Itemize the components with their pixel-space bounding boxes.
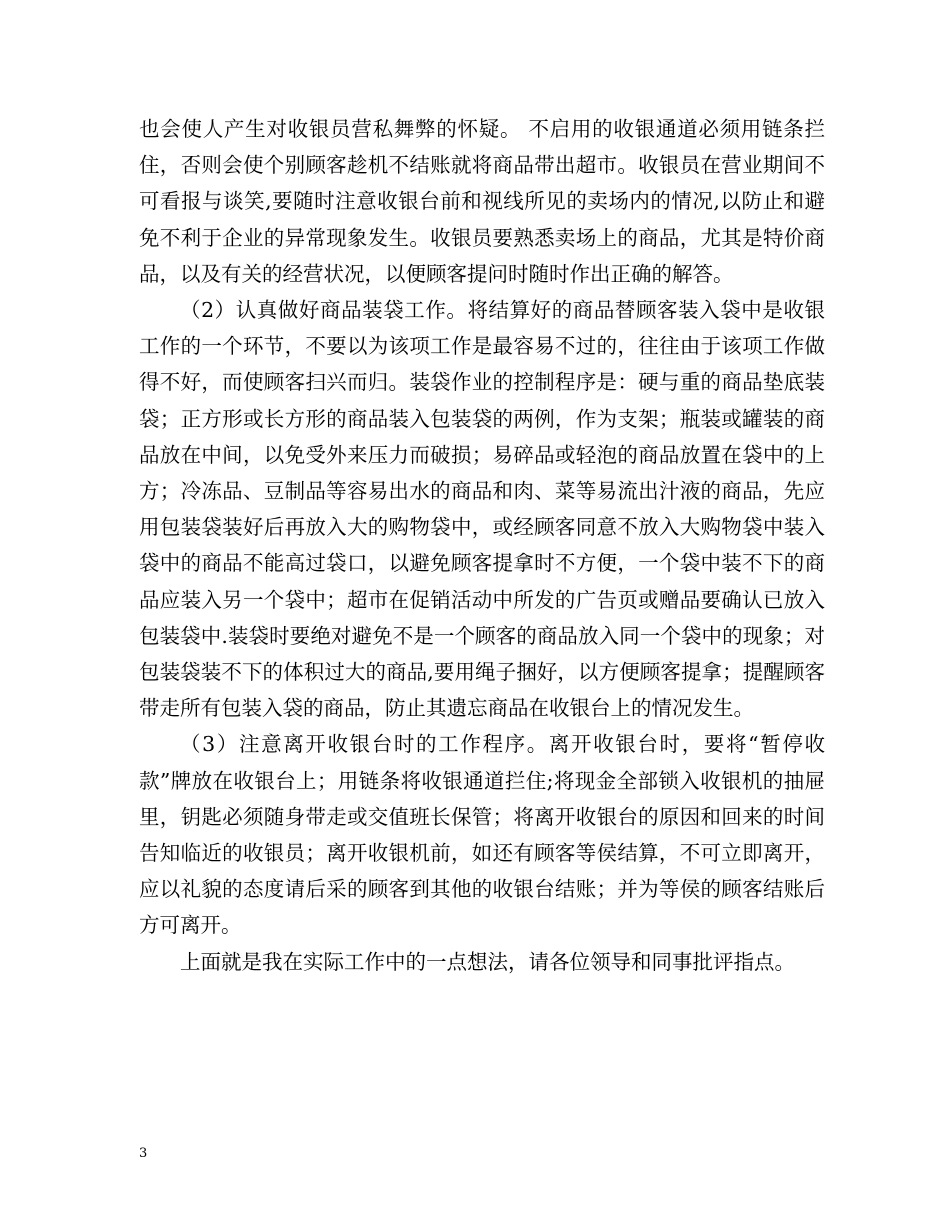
paragraph-2: （2）认真做好商品装袋工作。将结算好的商品替顾客装入袋中是收银工作的一个环节，不要以为该项工作是最容易不过的，往往由于该项工作做得不好，而使顾客扫兴而归。装袋作业的控制程序是：硬与重的商品垫底装袋；正方形或长方形的商品装入包装袋的两例，作为支架；瓶装或罐装的商品放在中间，以免受外来压力而破损；易碎品或轻泡的商品放置在袋中的上方；冷冻品、豆制品等容易出水的商品和肉、菜等易流出汁液的商品，先应用包装袋装好后再放入大的购物袋中，或经顾客同意不放入大购物袋中装入袋中的商品不能高过袋口，以避免顾客提拿时不方便，一个袋中装不下的商品应装入另一个袋中；超市在促销活动中所发的广告页或赠品要确认已放入包装袋中.装袋时要绝对避免不是一个顾客的商品放入同一个袋中的现象；对包装袋装不下的体积过大的商品,要用绳子捆好，以方便顾客提拿；提醒顾客带走所有包装入袋的商品，防止其遗忘商品在收银台上的情况发生。 (139, 298, 825, 721)
body-text (139, 111, 825, 980)
paragraph-3: （3）注意离开收银台时的工作程序。离开收银台时，要将“暂停收款”牌放在收银台上；用链条将收银通道拦住;将现金全部锁入收银机的抽屉里，钥匙必须随身带走或交值班长保管；将离开收银台的原因和回来的时间告知临近的收银员；离开收银机前，如还有顾客等侯结算，不可立即离开，应以礼貌的态度请后采的顾客到其他的收银台结账；并为等侯的顾客结账后方可离开。 (139, 732, 825, 938)
paragraph-4: 上面就是我在实际工作中的一点想法，请各位领导和同事批评指点。 (180, 949, 795, 974)
page-number: 3 (139, 1146, 148, 1161)
paragraph-1: 也会使人产生对收银员营私舞弊的怀疑。 不启用的收银通道必须用链条拦住，否则会使个别顾客趁机不结账就将商品带出超市。收银员在营业期间不可看报与谈笑,要随时注意收银台前和视线所见的卖场内的情况,以防止和避免不利于企业的异常现象发生。收银员要熟悉卖场上的商品，尤其是特价商品，以及有关的经营状况，以便顾客提问时随时作出正确的解答。 (139, 117, 825, 286)
